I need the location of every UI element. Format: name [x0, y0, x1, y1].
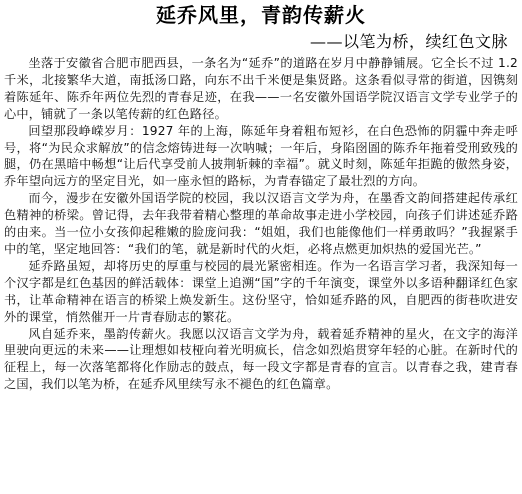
paragraph-2: 回望那段峥嵘岁月：1927 年的上海，陈延年身着粗布短衫，在白色恐怖的阴霾中奔走呼号，将“为民众求解放”的信念熔铸进每一次呐喊；一年后，身陷囹圄的陈乔年拖着受刑致残的腿，仍在黑暗中畅想“让后代享受前人披荆斩棘的幸福”。就义时刻，陈延年拒跪的傲然身姿，乔年望向远方的坚定目光，如一座永恒的路标，为青春锚定了最壮烈的方向。	[4, 123, 518, 189]
article-title: 延乔风里，青韵传薪火	[156, 3, 366, 27]
paragraph-3: 而今，漫步在安徽外国语学院的校园，我以汉语言文学为舟，在墨香文韵间搭建起传承红色精神的桥梁。曾记得，去年我带着精心整理的革命故事走进小学校园，向孩子们讲述延乔路的由来。当一位小女孩仰起稚嫩的脸庞问我：“姐姐，我们也能像他们一样勇敢吗？”我握紧手中的笔，坚定地回答：“我们的笔，就是新时代的火炬，必将点燃更加炽热的爱国光芒。”	[4, 191, 518, 256]
paragraph-1: 坐落于安徽省合肥市肥西县，一条名为“延乔”的道路在岁月中静静铺展。它全长不过 1.2 千米，北接繁华大道，南抵汤口路，向东不出千米便是集贤路。这条看似寻常的街道，因镌刻着陈延年、陈乔年两位先烈的青春足迹，在我——一名安徽外国语学院汉语言文学专业学子的心中，铺就了一条以笔传薪的红色路径。	[4, 56, 518, 121]
paragraph-4: 延乔路虽短，却将历史的厚重与校园的晨光紧密相连。作为一名语言学习者，我深知每一个汉字都是红色基因的鲜活载体：课堂上追溯“国”字的千年演变，课堂外以多语种翻译红色家书，让革命精神在语言的桥梁上焕发新生。这份坚守，恰如延乔路的风，自肥西的街巷吹进安外的课堂，悄然催开一片青春励志的繁花。	[4, 258, 518, 324]
paragraph-5: 风自延乔来，墨韵传薪火。我愿以汉语言文学为舟，载着延乔精神的星火，在文字的海洋里驶向更远的未来——让理想如枝桠向着光明疯长，信念如烈焰贯穿年轻的心脏。在新时代的征程上，每一次落笔都将化作励志的鼓点，每一段文字都是青春的宣言。以青春之我，建青春之国，我们以笔为桥，在延乔风里续写永不褪色的红色篇章。	[4, 326, 518, 392]
article-body	[4, 55, 518, 393]
article-subtitle: ——以笔为桥，续红色文脉	[309, 32, 508, 51]
